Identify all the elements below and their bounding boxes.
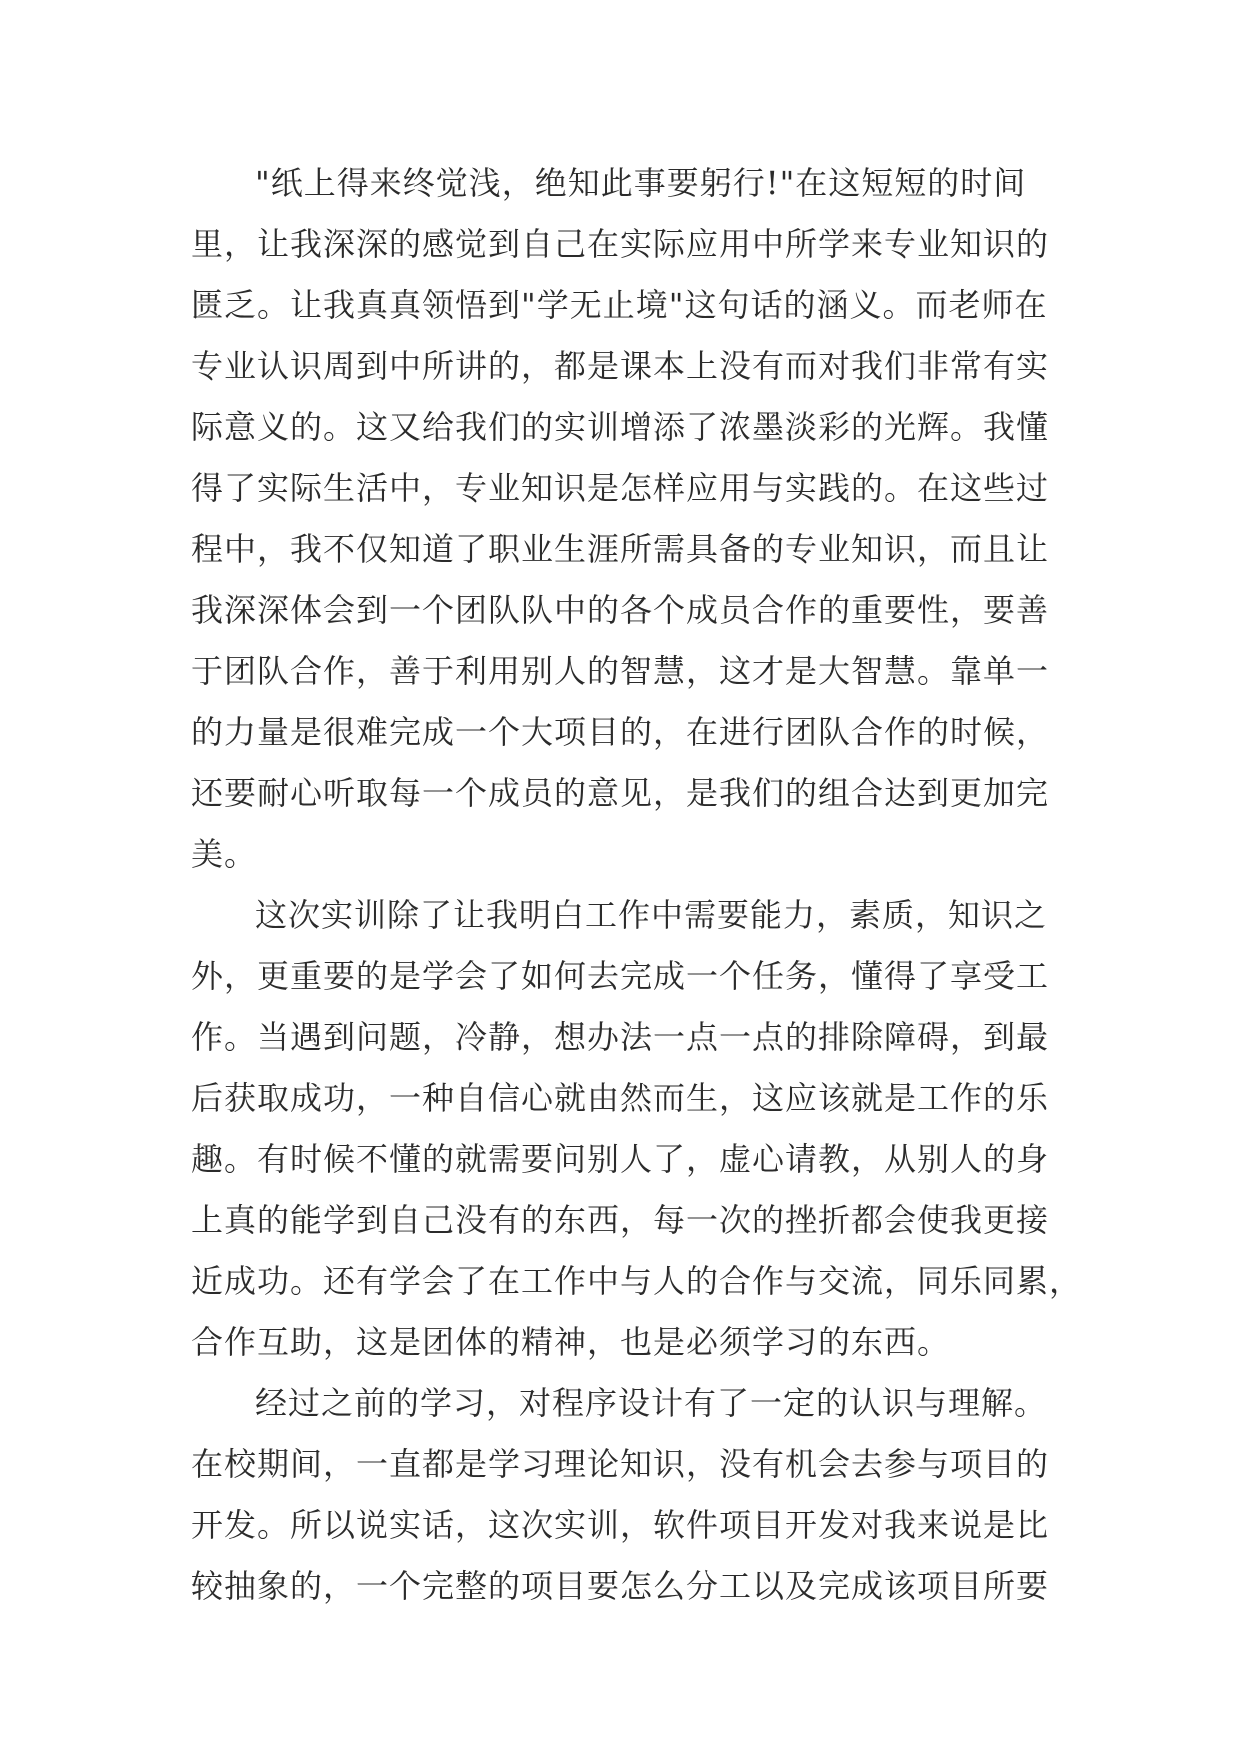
text-line: 于团队合作，善于利用别人的智慧，这才是大智慧。靠单一 [191,652,1050,690]
text-line: 程中，我不仅知道了职业生涯所需具备的专业知识，而且让 [191,530,1050,568]
text-line: 的力量是很难完成一个大项目的，在进行团队合作的时候， [191,713,1050,751]
text-line: 美。 [191,835,258,873]
text-line: 开发。所以说实话，这次实训，软件项目开发对我来说是比 [191,1506,1050,1544]
text-line: 得了实际生活中，专业知识是怎样应用与实践的。在这些过 [191,469,1050,507]
text-line: 专业认识周到中所讲的，都是课本上没有而对我们非常有实 [191,347,1050,385]
text-line: 经过之前的学习，对程序设计有了一定的认识与理解。 [255,1384,1048,1422]
text-line: 际意义的。这又给我们的实训增添了浓墨淡彩的光辉。我懂 [191,408,1050,446]
text-line: 还要耐心听取每一个成员的意见，是我们的组合达到更加完 [191,774,1050,812]
text-line: 近成功。还有学会了在工作中与人的合作与交流，同乐同累， [191,1262,1083,1300]
text-line: 作。当遇到问题，冷静，想办法一点一点的排除障碍，到最 [191,1018,1050,1056]
text-line: 后获取成功，一种自信心就由然而生，这应该就是工作的乐 [191,1079,1050,1117]
text-line: 较抽象的，一个完整的项目要怎么分工以及完成该项目所要 [191,1567,1050,1605]
text-line: "纸上得来终觉浅，绝知此事要躬行!"在这短短的时间 [255,164,1027,202]
text-line: 我深深体会到一个团队队中的各个成员合作的重要性，要善 [191,591,1050,629]
document-body [191,153,1083,1617]
paragraph [191,153,1061,885]
text-line: 趣。有时候不懂的就需要问别人了，虚心请教，从别人的身 [191,1140,1050,1178]
text-line: 里，让我深深的感觉到自己在实际应用中所学来专业知识的 [191,225,1050,263]
text-line: 在校期间，一直都是学习理论知识，没有机会去参与项目的 [191,1445,1050,1483]
text-line: 合作互助，这是团体的精神，也是必须学习的东西。 [191,1323,951,1361]
text-line: 上真的能学到自己没有的东西，每一次的挫折都会使我更接 [191,1201,1050,1239]
paragraph [191,885,1083,1373]
text-line: 匮乏。让我真真领悟到"学无止境"这句话的涵义。而老师在 [191,286,1048,324]
text-line: 这次实训除了让我明白工作中需要能力，素质，知识之 [255,896,1048,934]
text-line: 外，更重要的是学会了如何去完成一个任务，懂得了享受工 [191,957,1050,995]
paragraph [191,1373,1061,1617]
